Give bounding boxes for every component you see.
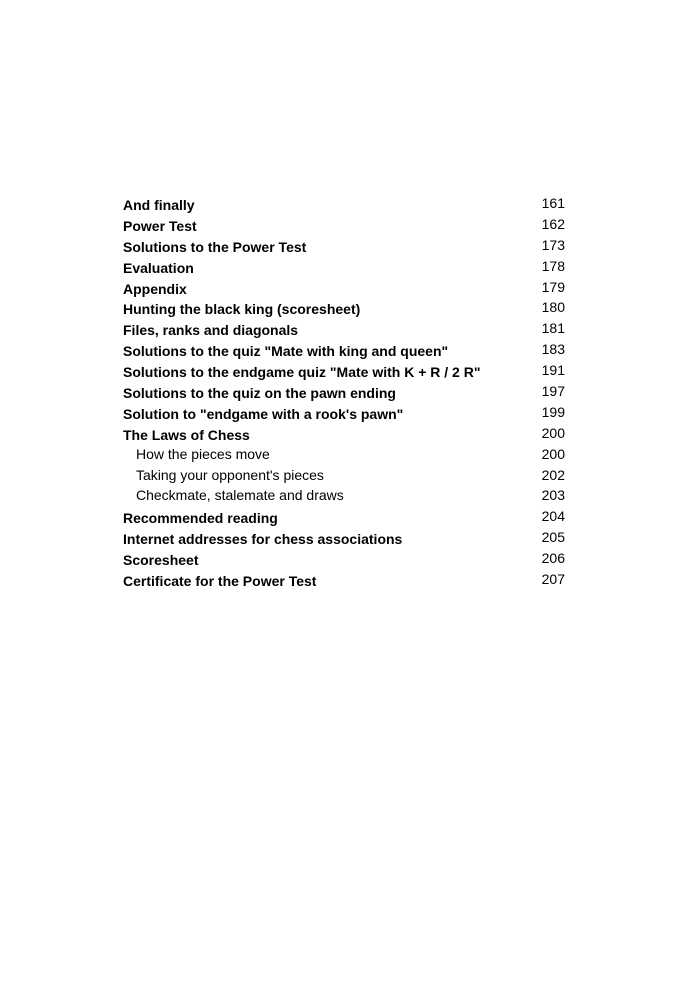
toc-entry-page: 162 <box>541 215 565 232</box>
table-of-contents <box>123 193 565 590</box>
toc-entry-page: 199 <box>541 403 565 420</box>
toc-entry-title: Scoresheet <box>123 552 199 569</box>
toc-entry-title: Evaluation <box>123 259 194 276</box>
toc-entry <box>123 277 565 298</box>
toc-entry-page: 179 <box>541 278 565 295</box>
toc-entry <box>123 527 565 548</box>
toc-entry <box>123 381 565 402</box>
toc-entry-title: Solutions to the endgame quiz "Mate with K + R / 2 R" <box>123 364 481 381</box>
toc-entry <box>123 569 565 590</box>
toc-entry-page: 181 <box>541 320 565 337</box>
toc-entry <box>123 193 565 214</box>
toc-entry-page: 206 <box>541 550 565 567</box>
toc-entry-page: 205 <box>541 529 565 546</box>
toc-subentry-page: 200 <box>541 445 565 462</box>
toc-entry-page: 180 <box>541 299 565 316</box>
toc-entry <box>123 318 565 339</box>
toc-subentry <box>123 465 565 486</box>
toc-entry-page: 197 <box>541 383 565 400</box>
toc-entry <box>123 506 565 527</box>
toc-entry-page: 178 <box>541 257 565 274</box>
toc-subentry-page: 203 <box>541 487 565 504</box>
toc-entry <box>123 297 565 318</box>
toc-entry-title: Recommended reading <box>123 510 278 527</box>
toc-entry <box>123 256 565 277</box>
toc-entry <box>123 360 565 381</box>
toc-subentry-title: Checkmate, stalemate and draws <box>136 487 344 504</box>
toc-entry <box>123 423 565 444</box>
toc-entry-page: 207 <box>541 571 565 588</box>
toc-entry-title: Certificate for the Power Test <box>123 573 317 590</box>
toc-entry-page: 161 <box>541 195 565 211</box>
toc-entry-title: Appendix <box>123 280 187 297</box>
toc-entry-title: Internet addresses for chess associations <box>123 531 403 548</box>
toc-entry <box>123 235 565 256</box>
toc-entry-page: 191 <box>541 362 565 379</box>
toc-entry <box>123 548 565 569</box>
toc-entry-page: 173 <box>541 236 565 253</box>
toc-entry-title: Power Test <box>123 217 197 234</box>
toc-entry-title: Solutions to the quiz on the pawn ending <box>123 385 396 402</box>
toc-entry-title: Files, ranks and diagonals <box>123 322 299 339</box>
toc-subentry-page: 202 <box>541 466 565 483</box>
toc-entry-title: Solutions to the quiz "Mate with king and queen" <box>123 343 449 360</box>
toc-entry-page: 204 <box>541 508 565 525</box>
toc-entry-title: The Laws of Chess <box>123 426 250 443</box>
toc-entry-title: Solutions to the Power Test <box>123 238 307 255</box>
toc-entry-title: Hunting the black king (scoresheet) <box>123 301 361 318</box>
toc-subentry <box>123 485 565 506</box>
toc-entry-title: And finally <box>123 197 195 213</box>
toc-entry-page: 183 <box>541 341 565 358</box>
toc-entry-page: 200 <box>541 424 565 441</box>
toc-subentry-title: How the pieces move <box>136 445 270 462</box>
toc-entry-title: Solution to "endgame with a rook's pawn" <box>123 405 404 422</box>
toc-entry <box>123 214 565 235</box>
toc-entry <box>123 339 565 360</box>
toc-entry <box>123 402 565 423</box>
toc-subentry-title: Taking your opponent's pieces <box>136 466 324 483</box>
toc-subentry <box>123 444 565 465</box>
